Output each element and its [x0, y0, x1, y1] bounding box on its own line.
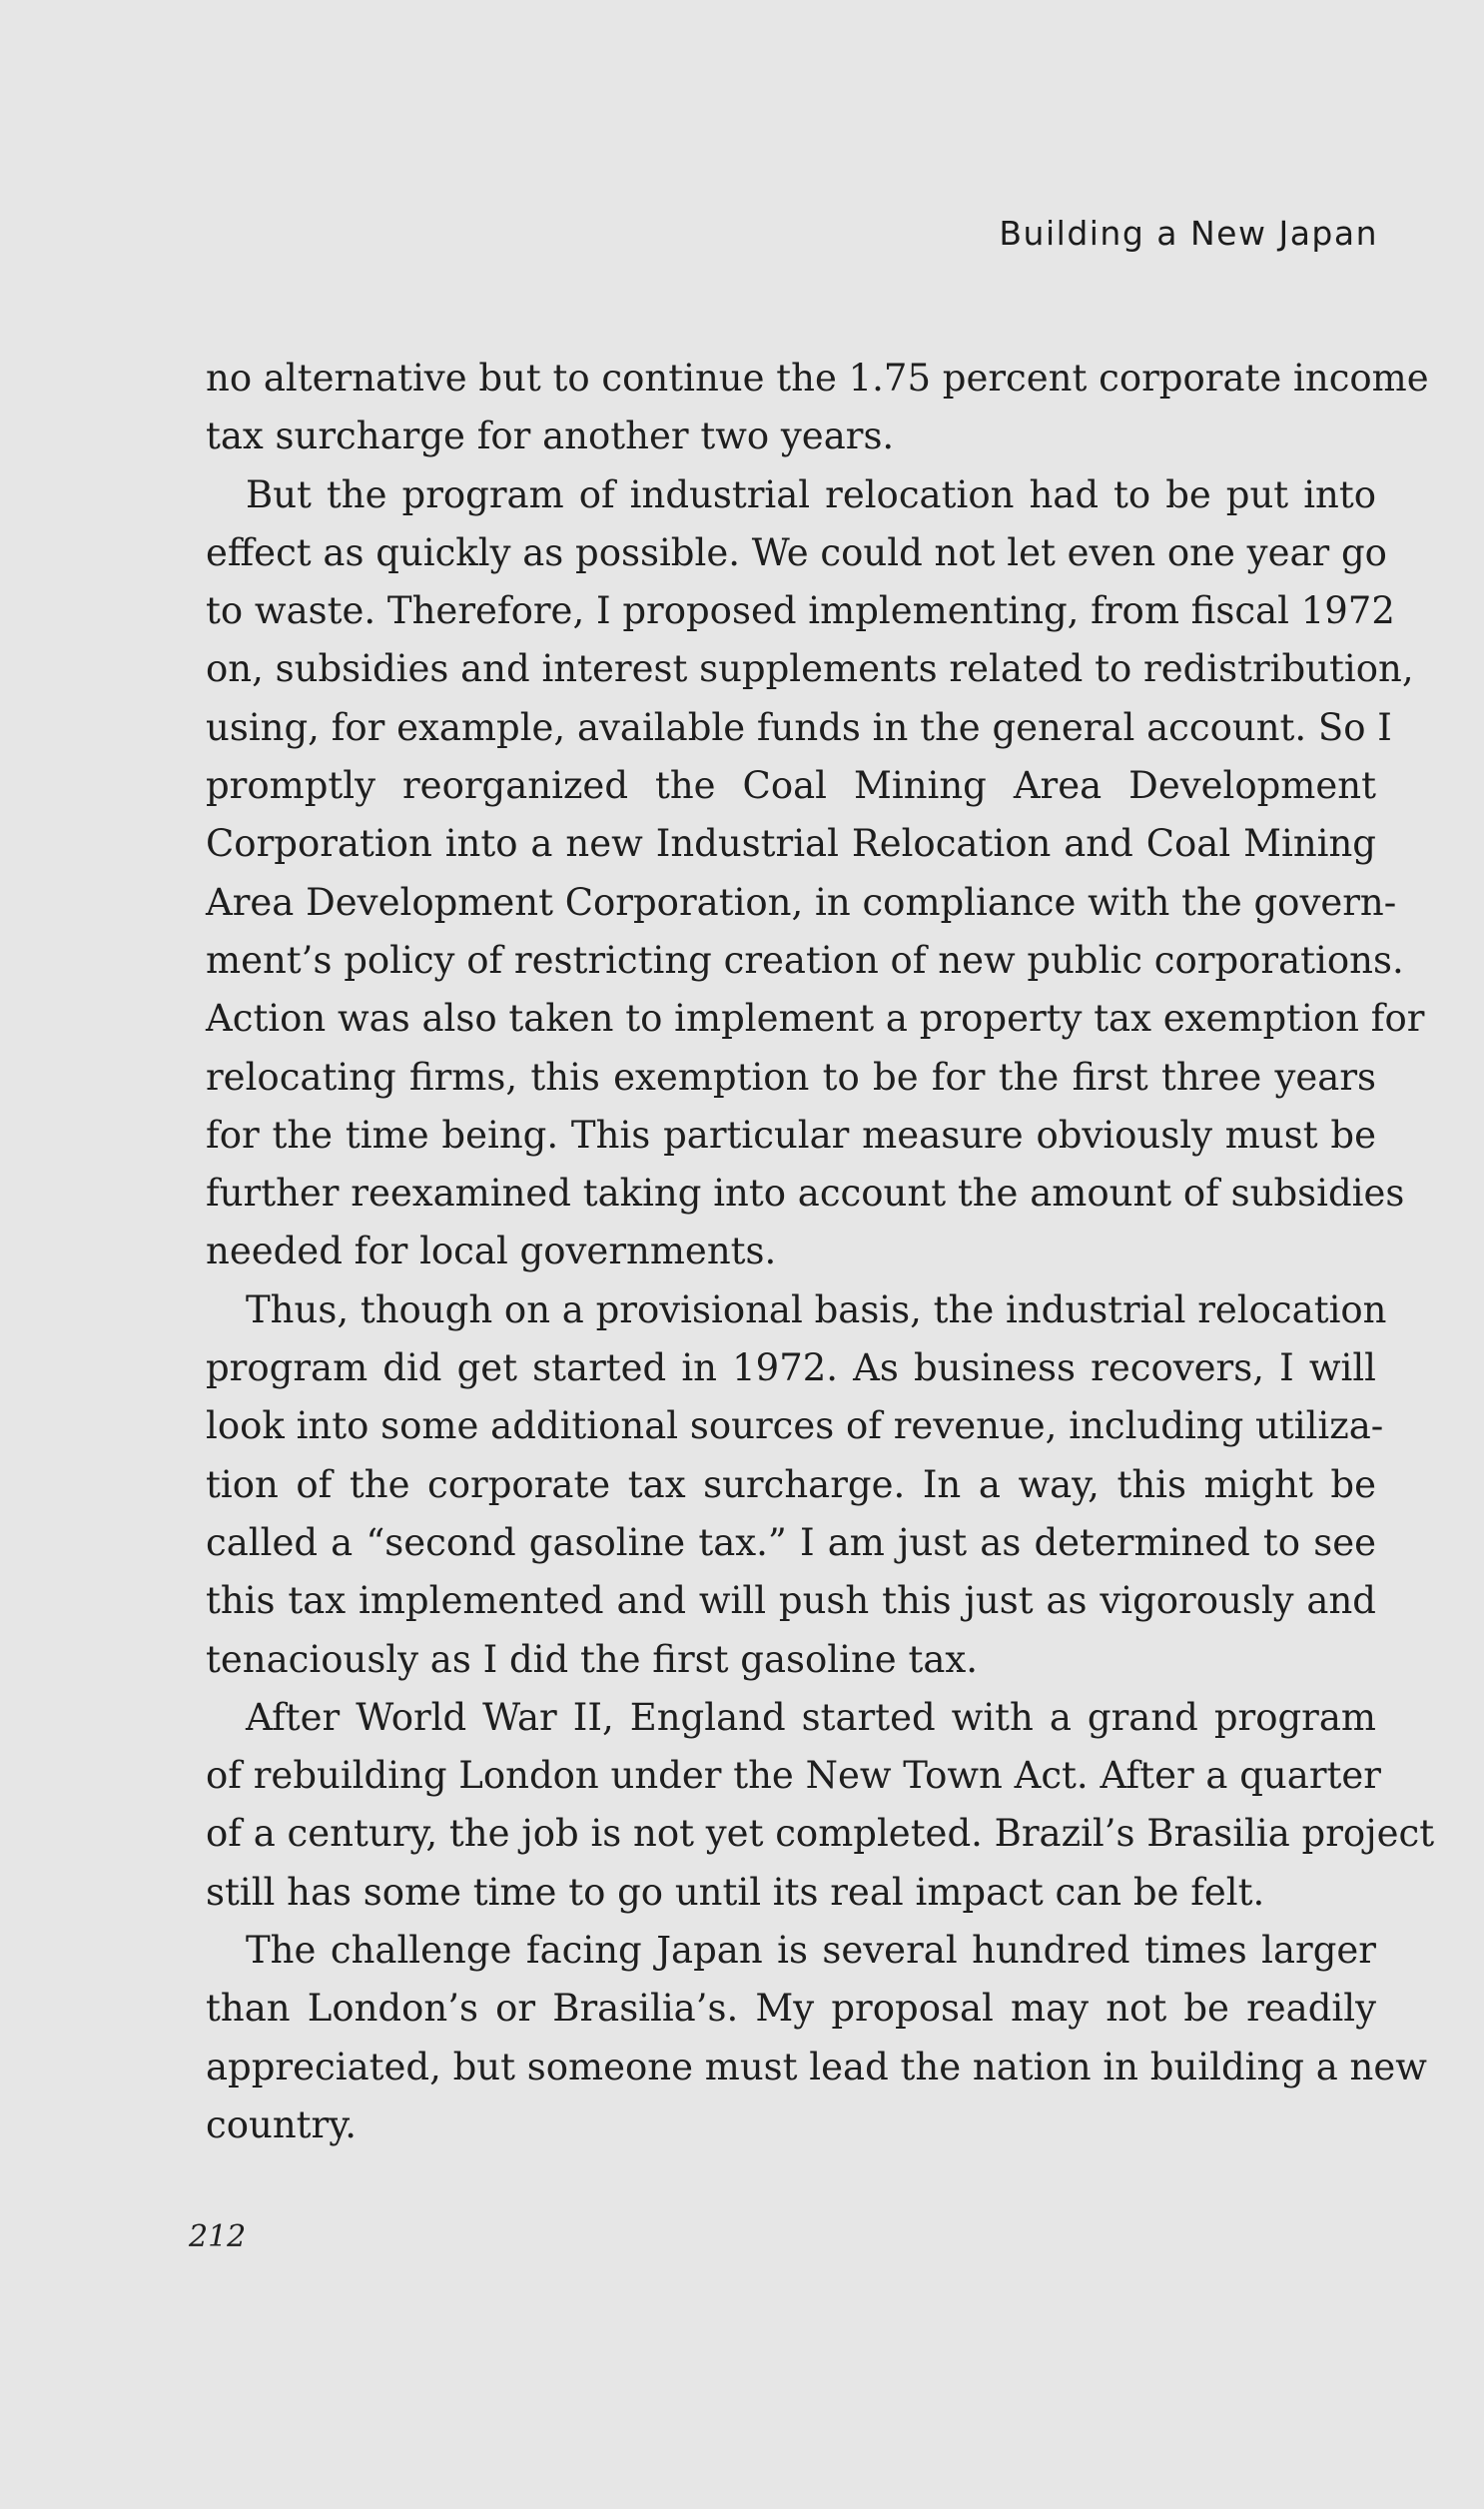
text-line: country.: [206, 2102, 357, 2146]
text-line: than London’s or Brasilia’s. My proposal may not be readily: [206, 1987, 1376, 2031]
text-line: Area Development Corporation, in compliance with the govern-: [206, 880, 1397, 924]
paragraph-start-line: But the program of industrial relocation had to be put into: [246, 472, 1376, 516]
text-line: further reexamined taking into account the amount of subsidies: [206, 1172, 1405, 1216]
text-line: relocating firms, this exemption to be for the first three years: [206, 1055, 1376, 1099]
text-line: needed for local governments.: [206, 1230, 777, 1273]
text-line: of a century, the job is not yet completed. Brazil’s Brasilia project: [206, 1812, 1435, 1856]
text-line: using, for example, available funds in the general account. So I: [206, 705, 1392, 749]
text-line: called a “second gasoline tax.” I am just as determined to see: [206, 1520, 1376, 1564]
text-line: on, subsidies and interest supplements related to redistribution,: [206, 647, 1414, 691]
text-line: program did get started in 1972. As business recovers, I will: [206, 1346, 1376, 1390]
text-line: effect as quickly as possible. We could not let even one year go: [206, 530, 1387, 574]
text-line: tion of the corporate tax surcharge. In a way, this might be: [206, 1462, 1376, 1506]
text-line: still has some time to go until its real impact can be felt.: [206, 1870, 1265, 1914]
running-head: Building a New Japan: [999, 214, 1378, 253]
paragraph-start-line: After World War II, England started with a grand program: [246, 1695, 1376, 1739]
paragraph-start-line: Thus, though on a provisional basis, the industrial relocation: [246, 1287, 1387, 1331]
text-line: appreciated, but someone must lead the nation in building a new: [206, 2045, 1427, 2089]
text-line: of rebuilding London under the New Town Act. After a quarter: [206, 1754, 1381, 1798]
body-text: [206, 350, 1435, 2154]
text-line: tenaciously as I did the first gasoline tax.: [206, 1637, 979, 1681]
page-number: 212: [189, 2219, 247, 2254]
text-line: look into some additional sources of revenue, including utiliza-: [206, 1404, 1384, 1448]
text-line: Corporation into a new Industrial Relocation and Coal Mining: [206, 822, 1376, 866]
paragraph-start-line: The challenge facing Japan is several hundred times larger: [246, 1929, 1376, 1973]
text-line: to waste. Therefore, I proposed implementing, from fiscal 1972: [206, 589, 1395, 633]
text-line: Action was also taken to implement a property tax exemption for: [206, 997, 1425, 1041]
text-line: tax surcharge for another two years.: [206, 415, 895, 458]
text-line: ment’s policy of restricting creation of new public corporations.: [206, 938, 1404, 982]
text-line: for the time being. This particular measure obviously must be: [206, 1113, 1376, 1157]
text-line: no alternative but to continue the 1.75 percent corporate income: [206, 357, 1429, 400]
text-line: promptly reorganized the Coal Mining Area Development: [206, 764, 1376, 808]
text-line: this tax implemented and will push this just as vigorously and: [206, 1579, 1376, 1623]
